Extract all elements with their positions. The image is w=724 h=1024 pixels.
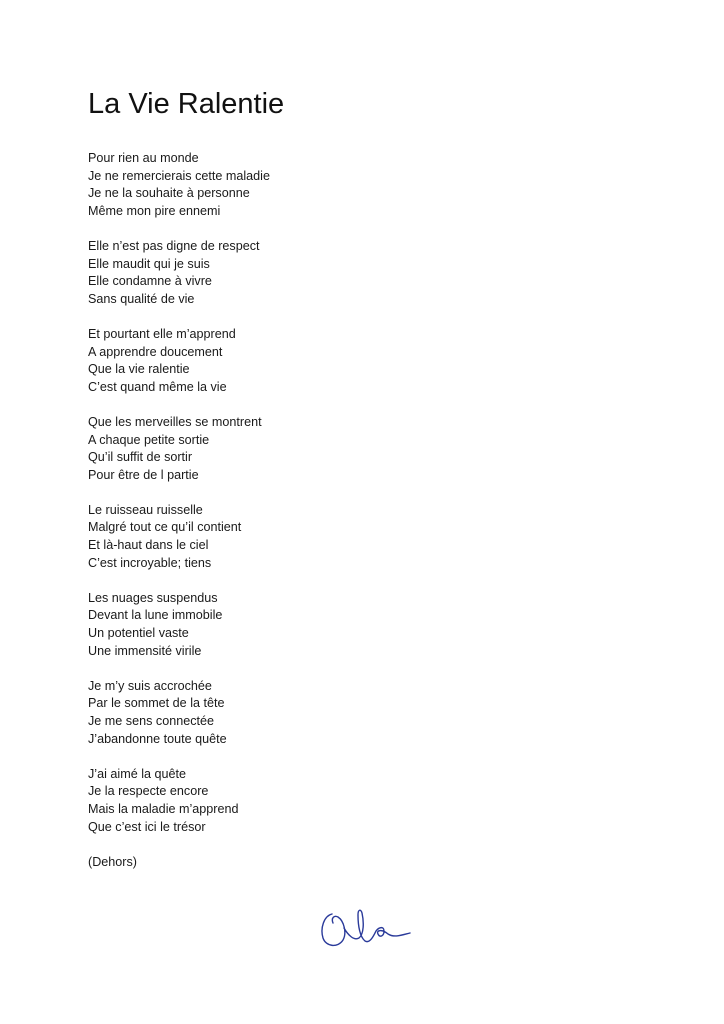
stanza	[88, 150, 648, 220]
poem-line: J’ai aimé la quête	[88, 766, 187, 781]
location-note: (Dehors)	[88, 854, 137, 869]
poem-line: Et là-haut dans le ciel	[88, 538, 209, 553]
stanza	[88, 590, 648, 660]
poem-line: Et pourtant elle m’apprend	[88, 326, 236, 341]
poem-line: Je ne la souhaite à personne	[88, 186, 250, 201]
signature	[318, 904, 418, 954]
stanza	[88, 414, 648, 484]
poem-line: Elle n’est pas digne de respect	[88, 238, 260, 253]
poem-line: Un potentiel vaste	[88, 626, 189, 641]
poem-line: C’est quand même la vie	[88, 379, 227, 394]
poem-line: Le ruisseau ruisselle	[88, 502, 203, 517]
poem-line: Que les merveilles se montrent	[88, 414, 262, 429]
signature-stroke	[322, 910, 410, 945]
poem-line: Les nuages suspendus	[88, 590, 218, 605]
poem-line: Mais la maladie m’apprend	[88, 801, 239, 816]
poem-line: Pour être de l partie	[88, 467, 199, 482]
poem-line: C’est incroyable; tiens	[88, 555, 212, 570]
page-title: La Vie Ralentie	[88, 88, 285, 120]
poem-line: Qu’il suffit de sortir	[88, 450, 193, 465]
stanza	[88, 238, 648, 308]
poem-line: Elle condamne à vivre	[88, 274, 212, 289]
stanza	[88, 326, 648, 396]
poem-line: Malgré tout ce qu’il contient	[88, 520, 242, 535]
stanza	[88, 678, 648, 748]
poem-line: Elle maudit qui je suis	[88, 256, 210, 271]
stanza	[88, 502, 648, 572]
poem-line: Devant la lune immobile	[88, 608, 223, 623]
poem-line: Pour rien au monde	[88, 151, 199, 165]
poem-line: Que la vie ralentie	[88, 362, 190, 377]
poem-line: A apprendre doucement	[88, 344, 223, 359]
poem-line: J’abandonne toute quête	[88, 731, 227, 746]
poem-line: Même mon pire ennemi	[88, 203, 221, 218]
poem-line: A chaque petite sortie	[88, 432, 210, 447]
poem-line: Je me sens connectée	[88, 714, 215, 728]
poem-line: Une immensité virile	[88, 643, 202, 658]
stanza	[88, 766, 648, 836]
poem-line: Je m’y suis accrochée	[88, 678, 212, 693]
poem-line: Je ne remercierais cette maladie	[88, 168, 270, 183]
poem-line: Sans qualité de vie	[88, 291, 195, 306]
poem-line: Je la respecte encore	[88, 784, 209, 799]
poem-body	[88, 150, 648, 871]
poem-line: Que c’est ici le trésor	[88, 819, 206, 834]
poem-line: Par le sommet de la tête	[88, 696, 225, 711]
